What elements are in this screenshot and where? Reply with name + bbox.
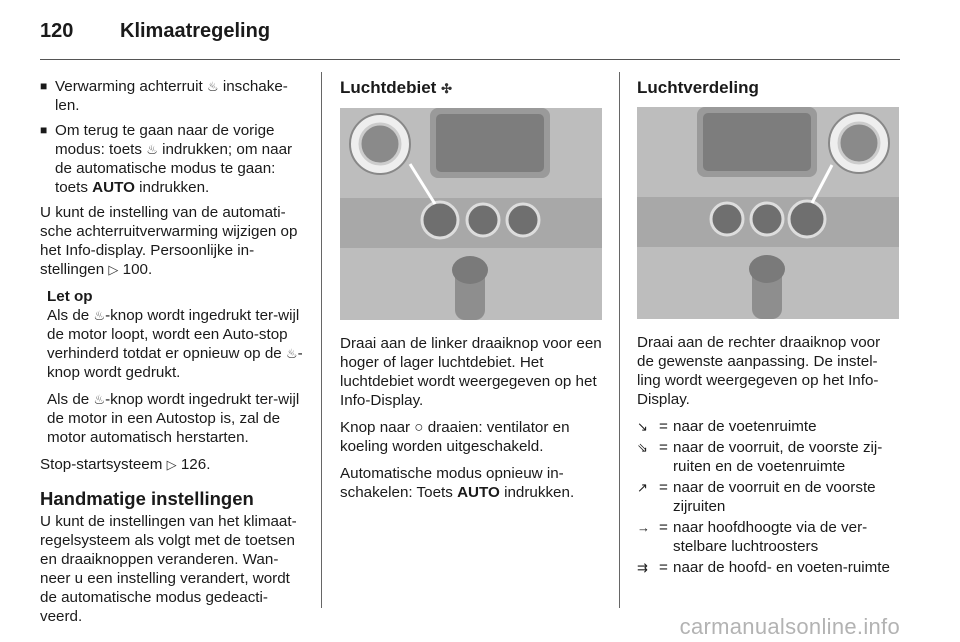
header-rule [40,59,900,60]
note-block [40,287,308,447]
column-3 [637,77,901,579]
page-number: 120 [40,20,74,42]
note-paragraph: Als de ♨-knop wordt ingedrukt ter-wijl de motor in een Autostop is, zal de motor automatisch herstarten. [47,391,300,446]
paragraph: Draai aan de rechter draaiknop voor de gewenste aanpassing. De instel-ling wordt weergegeven op het Info-Display. [637,334,881,408]
paragraph: Stop-startsysteem ▷ 126. [40,456,211,473]
paragraph: Draai aan de linker draaiknop voor een hoger of lager luchtdebiet. Het luchtdebiet wordt weergegeven op het Info-Display. [340,335,602,409]
note-paragraph: Als de ♨-knop wordt ingedrukt ter-wijl de motor loopt, wordt een Auto-stop verhinderd totdat er opnieuw op de ♨-knop wordt gedrukt. [47,307,303,381]
section-heading: Luchtverdeling [637,78,759,97]
rear-window-heating-icon: ♨ [206,79,219,94]
left-knob-photo [340,108,602,320]
legend-list [637,417,901,577]
bullet-item: ■ Verwarming achterruit ♨ inschake-len. [40,78,288,114]
airflow-head-feet-icon: ⇉ [637,560,648,575]
section-heading: Handmatige instellingen [40,488,254,509]
paragraph: Knop naar ○ draaien: ventilator en koeling worden uitgeschakeld. [340,419,570,455]
column-1 [40,77,308,634]
list-item: ⇘ = naar de voorruit, de voorste zij-ruiten en de voetenruimte [637,439,883,475]
airflow-feet-icon: ↘ [637,419,648,434]
reference-arrow-icon: ▷ [166,457,177,472]
windshield-defrost-icon: ♨ [285,346,298,361]
paragraph: U kunt de instellingen van het klimaat-regelsysteem als volgt met de toetsen en draaiknoppen veranderen. Wan-neer u een instelling verandert, wordt de automatische modus gedeacti-veerd. [40,513,297,625]
windshield-defrost-icon: ♨ [93,308,106,323]
windshield-defrost-icon: ♨ [93,392,106,407]
paragraph: Automatische modus opnieuw in-schakelen: Toets AUTO indrukken. [340,465,575,501]
windshield-defrost-icon: ♨ [146,142,158,157]
watermark: carmanualsonline.info [679,614,900,639]
dashboard-illustration [340,108,602,320]
right-knob-photo [637,107,899,319]
paragraph: U kunt de instelling van de automati-sche achterruitverwarming wijzigen op het Info-display. Persoonlijke in-stellingen ▷ 100. [40,204,298,278]
list-item: ↗ = naar de voorruit en de voorste zijruiten [637,479,876,515]
section-heading: Luchtdebiet ✣ [340,77,602,100]
column-divider-1 [321,72,322,608]
airflow-head-icon: → [637,520,650,535]
airflow-windshield-icon: ↗ [637,480,648,495]
list-item: ↘ = naar de voetenruimte [637,418,817,435]
column-2 [340,77,602,510]
dashboard-illustration [637,107,899,319]
note-title: Let op [47,288,93,305]
page-header [40,20,270,50]
airflow-windshield-feet-icon: ⇘ [637,440,648,455]
list-item: ⇉ = naar de hoofd- en voeten-ruimte [637,559,890,576]
page-title: Klimaatregeling [120,20,271,42]
reference-arrow-icon: ▷ [108,262,119,277]
list-item: → = naar hoofdhoogte via de ver-stelbare luchtroosters [637,519,868,555]
column-divider-2 [619,72,620,608]
bullet-item: ■ Om terug te gaan naar de vorige modus: toets ♨ indrukken; om naar de automatische modus te gaan: toets AUTO indrukken. [40,122,293,196]
fan-icon: ✣ [441,81,452,96]
